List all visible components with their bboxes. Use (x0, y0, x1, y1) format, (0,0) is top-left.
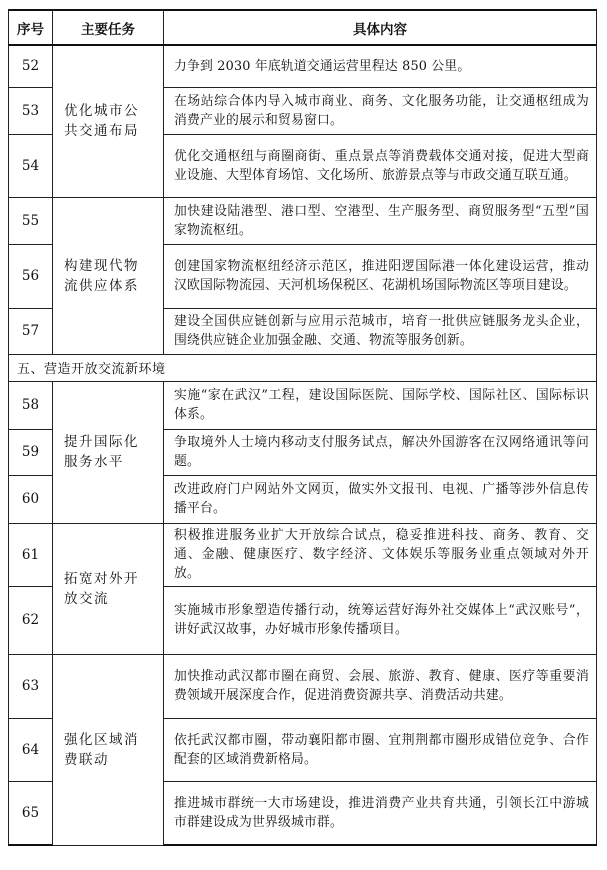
section-heading: 五、营造开放交流新环境 (9, 354, 597, 381)
row-content: 创建国家物流枢纽经济示范区，推进阳逻国际港一体化建设运营，推动汉欧国际物流园、天河机场保税区、花湖机场国际物流区等项目建设。 (164, 244, 597, 308)
table-row (9, 45, 597, 87)
row-content: 优化交通枢纽与商圈商街、重点景点等消费载体交通对接，促进大型商业设施、大型体育场馆、文化场所、旅游景点等与市政交通互联互通。 (164, 134, 597, 197)
row-content: 争取境外人士境内移动支付服务试点，解决外国游客在汉网络通讯等问题。 (164, 429, 597, 475)
row-content: 实施城市形象塑造传播行动，统筹运营好海外社交媒体上“武汉账号”，讲好武汉故事，办好城市形象传播项目。 (164, 586, 597, 654)
header-no: 序号 (9, 10, 53, 45)
task-cell: 构建现代物流供应体系 (53, 197, 164, 354)
header-task: 主要任务 (53, 10, 164, 45)
row-content: 在场站综合体内导入城市商业、商务、文化服务功能，让交通枢纽成为消费产业的展示和贸易窗口。 (164, 87, 597, 134)
section-row (9, 354, 597, 381)
task-cell: 优化城市公共交通布局 (53, 45, 164, 197)
row-content: 依托武汉都市圈，带动襄阳都市圈、宜荆荆都市圈形成错位竞争、合作配套的区域消费新格局。 (164, 718, 597, 781)
row-content: 加快建设陆港型、港口型、空港型、生产服务型、商贸服务型“五型”国家物流枢纽。 (164, 197, 597, 244)
table-row (9, 381, 597, 429)
row-content: 建设全国供应链创新与应用示范城市，培育一批供应链服务龙头企业，围绕供应链企业加强金融、交通、物流等服务创新。 (164, 308, 597, 354)
row-number: 63 (9, 654, 53, 718)
header-content: 具体内容 (164, 10, 597, 45)
row-number: 65 (9, 781, 53, 845)
header-row (9, 10, 597, 45)
row-content: 力争到 2030 年底轨道交通运营里程达 850 公里。 (164, 45, 597, 87)
row-number: 53 (9, 87, 53, 134)
row-content: 推进城市群统一大市场建设，推进消费产业共育共通，引领长江中游城市群建设成为世界级城市群。 (164, 781, 597, 845)
table-row (9, 197, 597, 244)
row-number: 57 (9, 308, 53, 354)
row-content: 实施“家在武汉”工程，建设国际医院、国际学校、国际社区、国际标识体系。 (164, 381, 597, 429)
row-number: 64 (9, 718, 53, 781)
task-cell: 提升国际化服务水平 (53, 381, 164, 523)
row-content: 加快推动武汉都市圈在商贸、会展、旅游、教育、健康、医疗等重要消费领域开展深度合作，促进消费资源共享、消费活动共建。 (164, 654, 597, 718)
row-number: 55 (9, 197, 53, 244)
row-number: 60 (9, 475, 53, 523)
row-number: 61 (9, 523, 53, 586)
row-content: 改进政府门户网站外文网页，做实外文报刊、电视、广播等涉外信息传播平台。 (164, 475, 597, 523)
table-container (8, 9, 596, 846)
row-number: 56 (9, 244, 53, 308)
task-cell: 拓宽对外开放交流 (53, 523, 164, 654)
row-number: 58 (9, 381, 53, 429)
table-row (9, 523, 597, 586)
task-table (8, 9, 597, 846)
row-number: 54 (9, 134, 53, 197)
table-row (9, 654, 597, 718)
row-number: 62 (9, 586, 53, 654)
row-number: 59 (9, 429, 53, 475)
row-number: 52 (9, 45, 53, 87)
row-content: 积极推进服务业扩大开放综合试点，稳妥推进科技、商务、教育、交通、金融、健康医疗、数字经济、文体娱乐等服务业重点领域对外开放。 (164, 523, 597, 586)
task-cell: 强化区域消费联动 (53, 654, 164, 845)
